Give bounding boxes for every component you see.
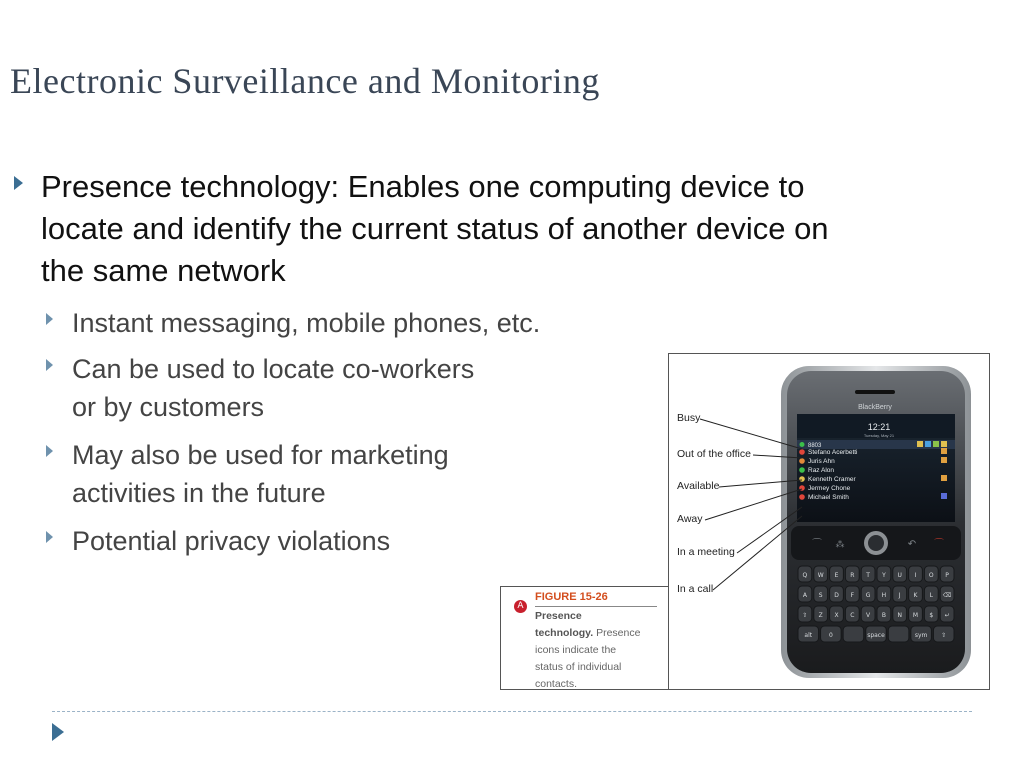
svg-text:⌒: ⌒: [934, 539, 944, 550]
bullet-arrow-icon: [46, 359, 53, 371]
keyboard-key-label: X: [834, 612, 839, 619]
keyboard-key-label: G: [865, 592, 871, 599]
caption-line: status of individual: [535, 661, 622, 673]
footer-divider: [52, 711, 972, 712]
keyboard-key-label: N: [897, 612, 902, 619]
keyboard-key: [843, 626, 864, 642]
caption-line: technology.: [535, 627, 594, 639]
contact-name: Michael Smith: [808, 494, 849, 501]
contact-app-icon: [941, 475, 947, 481]
keyboard-key-label: B: [881, 612, 886, 619]
contact-name: Kenneth Cramer: [808, 476, 856, 483]
contact-name: Juris Ahn: [808, 458, 835, 465]
keyboard-key-label: T: [866, 572, 870, 579]
callout-out-of-office: Out of the office: [677, 448, 751, 460]
callout-available: Available: [677, 480, 720, 492]
keyboard-key-label: A: [802, 592, 807, 599]
sub-bullet-line: May also be used for marketing: [72, 440, 449, 470]
sub-bullet: [46, 304, 540, 342]
svg-text:⁂: ⁂: [835, 540, 845, 550]
keyboard-key-label: 0: [828, 632, 833, 639]
contact-app-icon: [941, 457, 947, 463]
keyboard-key-label: sym: [914, 632, 928, 639]
sub-bullet-line: Can be used to locate co-workers: [72, 354, 475, 384]
keyboard-key-label: U: [897, 572, 902, 579]
caption-line: Presence: [535, 610, 582, 622]
callout-away: Away: [677, 513, 703, 525]
bullet-arrow-icon: [46, 445, 53, 457]
sub-bullet-text: [72, 436, 449, 512]
contact-header: 8803: [808, 443, 822, 449]
svg-text:↶: ↶: [907, 539, 917, 550]
presence-status-icon: [799, 476, 805, 482]
bullet-arrow-icon: [46, 313, 53, 325]
figure-caption: [500, 586, 669, 690]
caption-line: Presence: [596, 627, 641, 639]
main-bullet-text: Presence technology: Enables one computing device to locate and identify the current status of another device on the same network: [41, 169, 829, 288]
keyboard-key-label: F: [850, 592, 855, 599]
keyboard-key: [888, 626, 909, 642]
footer-arrow-icon: [52, 723, 64, 741]
keyboard-key-label: K: [913, 592, 918, 599]
keyboard-key-label: I: [914, 572, 917, 579]
figure-logo-icon: A: [514, 600, 527, 613]
contact-name: Raz Alon: [808, 467, 835, 474]
caption-text: [535, 608, 663, 693]
figure-image: [668, 353, 990, 690]
presence-status-icon: [799, 467, 805, 473]
keyboard-key-label: P: [945, 572, 949, 579]
bullet-arrow-icon: [14, 176, 23, 190]
callout-in-a-meeting: In a meeting: [677, 546, 735, 558]
sub-bullet: [46, 522, 390, 560]
keyboard-key-label: ↵: [944, 612, 950, 619]
sub-bullet-text: Instant messaging, mobile phones, etc.: [72, 308, 541, 338]
keyboard-key-label: O: [928, 572, 934, 579]
sub-bullet-text: Potential privacy violations: [72, 526, 391, 556]
sub-bullet: [46, 350, 474, 426]
contact-app-icon: [941, 448, 947, 454]
phone-date: Tuesday, May 21: [863, 433, 895, 438]
phone-brand-label: BlackBerry: [858, 404, 892, 411]
keyboard-key-label: Y: [882, 572, 886, 579]
presence-status-icon: [799, 458, 805, 464]
keyboard-key-label: Q: [802, 572, 808, 579]
bullet-arrow-icon: [46, 531, 53, 543]
keyboard-key-label: R: [850, 572, 855, 579]
svg-text:⌒: ⌒: [812, 539, 822, 550]
keyboard-key-label: ⌫: [942, 592, 952, 599]
keyboard-key-label: H: [881, 592, 887, 599]
keyboard-key-label: ⇧: [941, 632, 947, 639]
contact-name: Jermey Chone: [808, 485, 851, 492]
keyboard-key-label: space: [867, 632, 885, 639]
contact-app-icon: [941, 493, 947, 499]
callout-in-a-call: In a call: [677, 583, 714, 595]
caption-divider: [535, 606, 657, 607]
keyboard-key-label: S: [818, 592, 823, 599]
keyboard-key-label: M: [912, 612, 919, 619]
callout-busy: Busy: [677, 412, 701, 424]
main-bullet: [14, 166, 854, 292]
caption-line: icons indicate the: [535, 644, 617, 656]
keyboard-key-label: L: [929, 592, 933, 599]
caption-line: contacts.: [535, 678, 578, 690]
blackberry-phone-illustration: [669, 354, 989, 689]
sub-bullet-text: [72, 350, 474, 426]
keyboard-key-label: ⇧: [802, 612, 808, 619]
keyboard-key-label: E: [834, 572, 839, 579]
sub-bullet-line: or by customers: [72, 392, 265, 422]
phone-time: 12:21: [867, 422, 891, 432]
presence-status-icon: [799, 449, 805, 455]
figure-number: FIGURE 15-26: [535, 591, 608, 603]
keyboard-key-label: Z: [818, 612, 823, 619]
keyboard-key-label: V: [866, 612, 871, 619]
presence-status-icon: [799, 494, 805, 500]
keyboard-key-label: J: [898, 592, 901, 599]
contact-name: Stefano Acerbetti: [808, 449, 858, 456]
keyboard-key-label: D: [834, 592, 839, 599]
sub-bullet: [46, 436, 449, 512]
sub-bullet-line: activities in the future: [72, 478, 326, 508]
slide-title: Electronic Surveillance and Monitoring: [10, 61, 600, 101]
keyboard-key-label: W: [817, 572, 824, 579]
keyboard-key-label: C: [850, 612, 855, 619]
keyboard-key-label: alt: [804, 632, 813, 639]
keyboard-key-label: $: [929, 612, 934, 619]
